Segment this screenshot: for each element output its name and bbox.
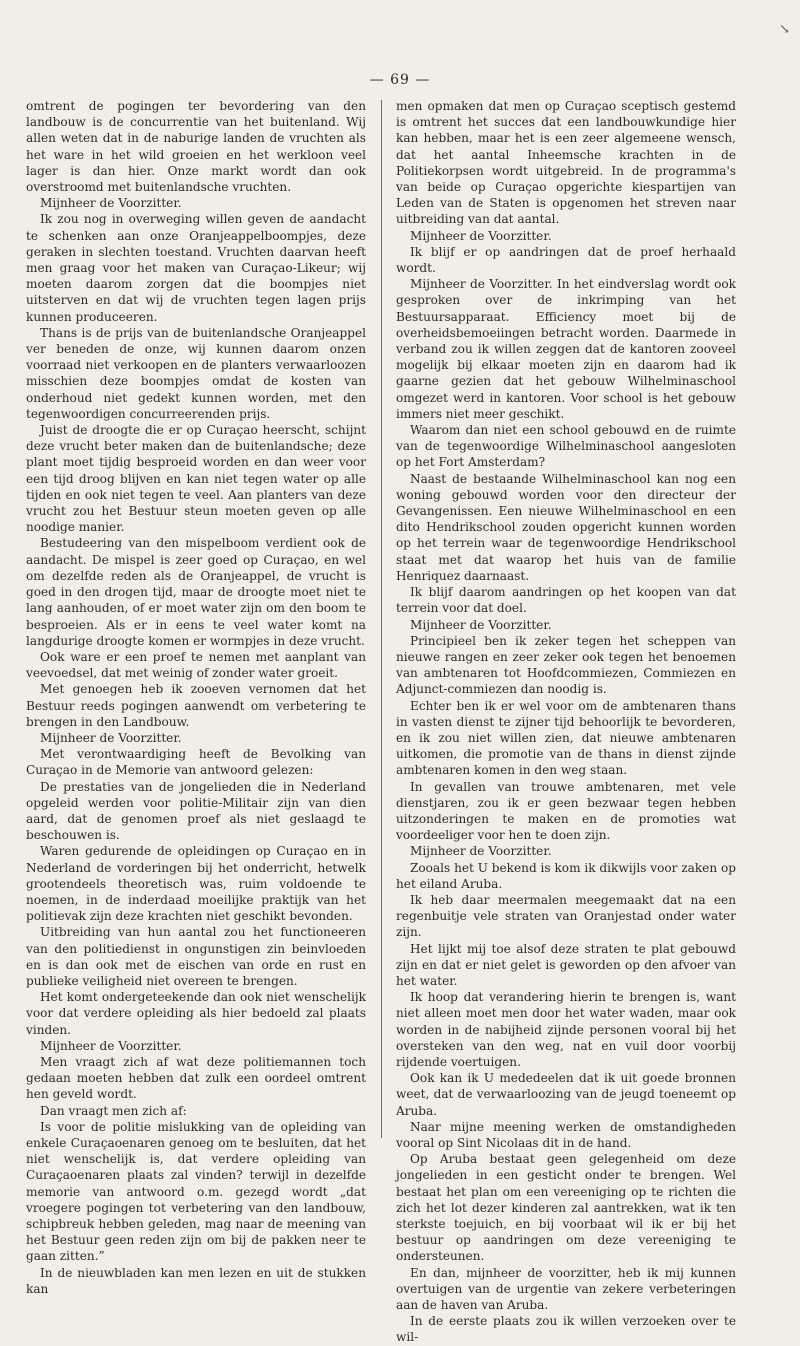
paragraph: Echter ben ik er wel voor om de ambtenaren thans in vasten dienst te zijner tijd behoorlijk te bevorderen, en ik zou niet willen zien, dat nieuwe ambtenaren uitkomen, die promotie van de thans in dienst zijnde ambtenaren komen in den weg staan. — [396, 698, 736, 778]
paragraph: Naast de bestaande Wilhelminaschool kan nog een woning gebouwd worden voor den directeur der Gevangenissen. Een nieuwe Wilhelminaschool en een dito Hendrikschool zouden opgericht kunnen worden op het terrein waar de tegenwoordige Hendrikschool staat met dat waarop het huis van de familie Henriquez daarnaast. — [396, 471, 736, 583]
paragraph: Mijnheer de Voorzitter. In het eindverslag wordt ook gesproken over de inkrimping van het Bestuursapparaat. Efficiency moet bij de overheidsbemoeiingen betracht worden. Daarmede in verband zou ik willen zeggen dat de kantoren zooveel mogelijk bij elkaar moeten zijn en daarom had ik gaarne gezien dat het gebouw Wilhelminaschool omgezet werd in kantoren. Voor school is het gebouw immers niet meer geschikt. — [396, 277, 736, 421]
paragraph: Thans is de prijs van de buitenlandsche Oranjeappel ver beneden de onze, wij kunnen daarom onzen voorraad niet verkoopen en de planters verwaarloozen misschien deze boompjes omdat de kosten van onderhoud niet gedekt kunnen worden, met den tegenwoordigen concurreerenden prijs. — [26, 325, 366, 421]
paragraph: Men vraagt zich af wat deze politiemannen toch gedaan moeten hebben dat zulk een oordeel omtrent hen geveld wordt. — [26, 1054, 366, 1102]
paragraph: Is voor de politie mislukking van de opleiding van enkele Curaçaoenaren genoeg om te besluiten, dat het niet wenschelijk is, dat verdere opleiding van Curaçaoenaren plaats zal vinden? terwijl in dezelfde memorie van antwoord o.m. gezegd wordt „dat vroegere pogingen tot verbetering van den landbouw, schipbreuk hebben geleden, mag naar de meening van het Bestuur geen reden zijn om bij de pakken neer te gaan zitten.” — [26, 1119, 366, 1264]
paragraph: Mijnheer de Voorzitter. — [410, 617, 552, 632]
paragraph: Uitbreiding van hun aantal zou het functioneeren van den politiedienst in ongunstigen zin beinvloeden en is dan ook met de eischen van orde en rust en publieke veiligheid niet overeen te brengen. — [26, 925, 366, 988]
paragraph: Ik heb daar meermalen meegemaakt dat na een regenbuitje vele straten van Oranjestad onder water zijn. — [396, 892, 736, 940]
paragraph: In de nieuwbladen kan men lezen en uit de stukken kan — [26, 1265, 366, 1296]
paragraph: Het komt ondergeteekende dan ook niet wenschelijk voor dat verdere opleiding als hier bedoeld zal plaats vinden. — [26, 990, 366, 1037]
paragraph: Ook ware er een proef te nemen met aanplant van veevoedsel, dat met weinig of zonder water groeit. — [26, 649, 366, 681]
paragraph: In gevallen van trouwe ambtenaren, met vele dienstjaren, zou ik er geen bezwaar tegen hebben uitzonderingen te maken en de promoties wat voordeeliger voor hen te doen zijn. — [396, 779, 736, 843]
paragraph: Ik zou nog in overweging willen geven de aandacht te schenken aan onze Oranjeappelboompjes, deze geraken in slechten toestand. Vruchten daarvan heeft men graag voor het maken van Curaçao-Likeur; wij moeten daarom zorgen dat die boompjes niet uitsterven en dat wij de vruchten tegen lagen prijs kunnen produceeren. — [26, 212, 366, 324]
paragraph: Juist de droogte die er op Curaçao heerscht, schijnt deze vrucht beter maken dan de buitenlandsche; deze plant moet tijdig besproeid worden en dan weer voor een tijd droog blijven en kan niet tegen water op alle tijden en ook niet tegen te veel. Aan planters van deze vrucht zou het Bestuur steun moeten geven op alle noodige manier. — [26, 423, 366, 535]
paragraph: En dan, mijnheer de voorzitter, heb ik mij kunnen overtuigen van de urgentie van zekere verbeteringen aan de haven van Aruba. — [396, 1265, 736, 1313]
paragraph: Ik blijf er op aandringen dat de proef herhaald wordt. — [396, 244, 736, 276]
paragraph: Waren gedurende de opleidingen op Curaçao en in Nederland de vorderingen bij het onderricht, hetwelk grootendeels theoretisch was, ruim voldoende te noemen, in de inderdaad moeilijke praktijk van het politievak zijn deze krachten niet geschikt bevonden. — [26, 844, 366, 924]
paragraph: men opmaken dat men op Curaçao sceptisch gestemd is omtrent het succes dat een landbouwkundige hier kan hebben, maar het is een zeer algemeene wensch, dat het aantal Inheemsche krachten in de Politiekorpsen wordt uitgebreid. In de programma's van beide op Curaçao opgerichte kiespartijen van Leden van de Staten is opgenomen het streven naar uitbreiding van dat aantal. — [396, 99, 736, 227]
paragraph: Mijnheer de Voorzitter. — [40, 1038, 182, 1053]
right-column — [396, 98, 736, 1346]
paragraph: Op Aruba bestaat geen gelegenheid om deze jongelieden in een gesticht onder te brengen. Wel bestaat het plan om een vereeniging op te richten die zich het lot dezer kinderen zal aantrekken, wat ik ten sterkste toejuich, en bij voorbaat wil ik er bij het bestuur op aandringen om deze vereeniging te ondersteunen. — [396, 1152, 736, 1264]
paragraph: Zooals het U bekend is kom ik dikwijls voor zaken op het eiland Aruba. — [396, 860, 736, 891]
paragraph: Mijnheer de Voorzitter. — [40, 196, 182, 211]
paragraph: Principieel ben ik zeker tegen het scheppen van nieuwe rangen en zeer zeker ook tegen het benoemen van ambtenaren tot Hoofdcommiezen, Commiezen en Adjunct-commiezen dan noodig is. — [396, 633, 736, 697]
page-number: — 69 — — [369, 72, 431, 88]
paragraph: Bestudeering van den mispelboom verdient ook de aandacht. De mispel is zeer goed op Curaçao, en wel om dezelfde reden als de Oranjeappel, de vrucht is goed in den drogen tijd, maar de droogte moet niet te lang aanhouden, of er moet water zijn om den boom te besproeien. Als er in eens te veel water komt na langdurige droogte komen er wormpjes in deze vrucht. — [26, 536, 366, 648]
paragraph: Met verontwaardiging heeft de Bevolking van Curaçao in de Memorie van antwoord gelezen: — [26, 747, 366, 778]
paragraph: Dan vraagt men zich af: — [40, 1103, 187, 1118]
paragraph: Mijnheer de Voorzitter. — [410, 844, 552, 859]
left-column — [26, 98, 366, 1297]
corner-mark: ↘ — [779, 22, 790, 37]
paragraph: Met genoegen heb ik zooeven vernomen dat het Bestuur reeds pogingen aanwendt om verbetering te brengen in den Landbouw. — [26, 682, 366, 729]
paragraph: Mijnheer de Voorzitter. — [40, 730, 182, 745]
paragraph: Ook kan ik U mededeelen dat ik uit goede bronnen weet, dat de verwaarloozing van de jeugd toeneemt op Aruba. — [396, 1071, 736, 1118]
paragraph: Naar mijne meening werken de omstandigheden vooral op Sint Nicolaas dit in de hand. — [396, 1119, 736, 1150]
paragraph: Ik blijf daarom aandringen op het koopen van dat terrein voor dat doel. — [396, 585, 736, 616]
paragraph: Het lijkt mij toe alsof deze straten te plat gebouwd zijn en dat er niet gelet is geworden op den afvoer van het water. — [396, 941, 736, 988]
paragraph: omtrent de pogingen ter bevordering van den landbouw is de concurrentie van het buitenland. Wij allen weten dat in de naburige landen de vruchten als het ware in het wild groeien en het werkloon veel lager is dan hier. Onze markt wordt dan ook overstroomd met buitenlandsche vruchten. — [26, 99, 366, 195]
paragraph: Waarom dan niet een school gebouwd en de ruimte van de tegenwoordige Wilhelminaschool aangesloten op het Fort Amsterdam? — [396, 423, 736, 470]
paragraph: Ik hoop dat verandering hierin te brengen is, want niet alleen moet men door het water waden, maar ook worden in de nabijheid zijnde personen vooral bij het oversteken van den weg, nat en vuil door voorbij rijdende voertuigen. — [396, 990, 736, 1069]
paragraph: Mijnheer de Voorzitter. — [410, 228, 552, 243]
paragraph: In de eerste plaats zou ik willen verzoeken over te wil- — [396, 1314, 736, 1345]
paragraph: De prestaties van de jongelieden die in Nederland opgeleid werden voor politie-Militair zijn van dien aard, dat de genomen proef als niet geslaagd te beschouwen is. — [26, 779, 366, 843]
column-divider — [381, 100, 382, 1138]
